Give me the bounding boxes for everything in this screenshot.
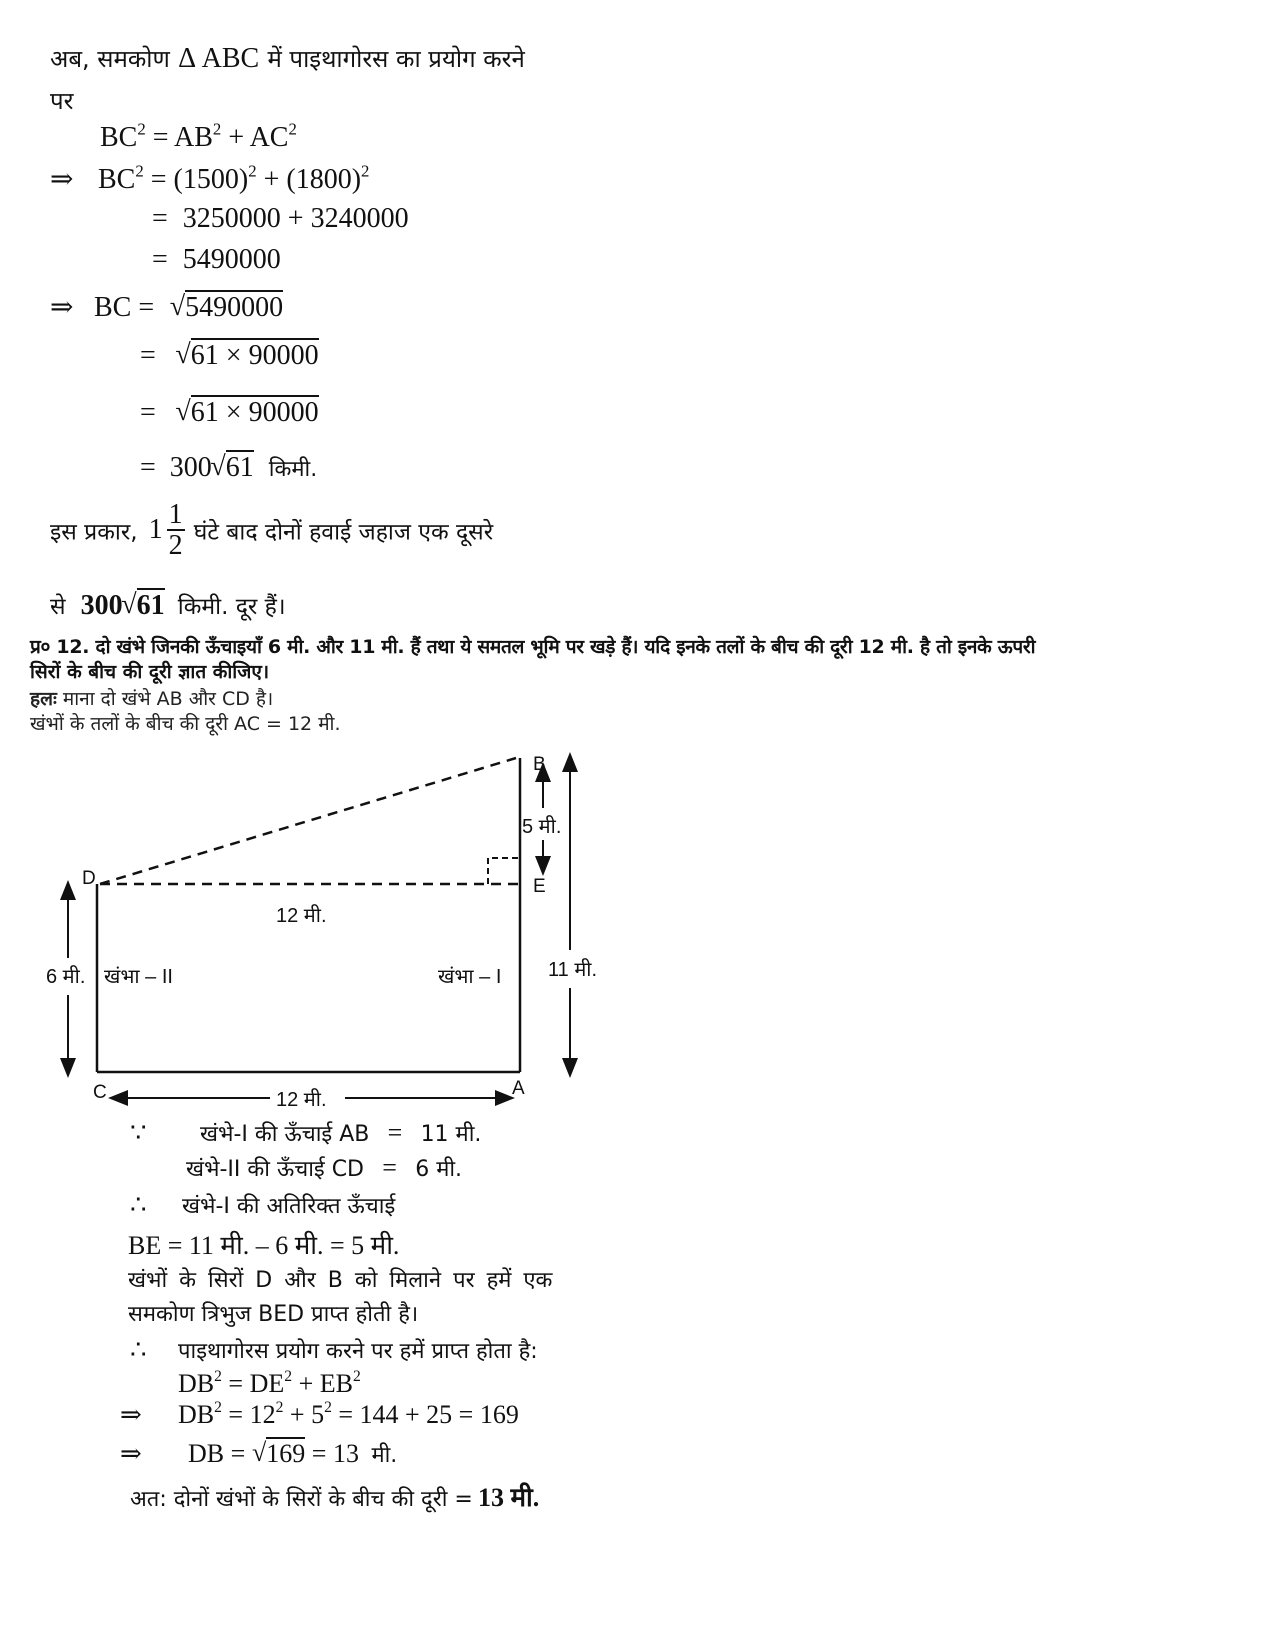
f1-lhs: DB: [178, 1369, 215, 1398]
question-line-2: सिरों के बीच की दूरी ज्ञात कीजिए।: [30, 661, 270, 683]
conclusion-text-d: किमी. दूर हैं।: [177, 594, 286, 620]
line-db-hypotenuse: [100, 758, 516, 884]
eq1-lhs: BC: [100, 122, 138, 153]
question-line-1: प्र० 12. दो खंभे जिनकी ऊँचाइयाँ 6 मी. और 11 मी. हैं तथा ये समतल भूमि पर खड़े हैं। यदि इनके तलों के बीच की दूरी 12 मी. है तो इनके ऊपरी: [30, 636, 1036, 658]
implies-arrow-icon: ⇒: [50, 292, 74, 323]
eq8-coef: 300: [169, 452, 212, 483]
height-ab-label: खंभे-I की ऊँचाई AB: [200, 1122, 370, 1147]
f1-b: EB: [319, 1369, 353, 1398]
join-line-2: समकोण त्रिभुज BED प्राप्त होती है।: [128, 1302, 419, 1327]
eq4-equals: =: [152, 244, 168, 275]
right-angle-marker: [488, 858, 518, 884]
f2-exp: 2: [214, 1399, 222, 1417]
height-ab-value: 11 मी.: [420, 1122, 482, 1147]
eq8-unit: किमी.: [268, 457, 318, 482]
eq6-radicand: 61 × 90000: [190, 340, 319, 371]
eq6-equals: =: [140, 340, 156, 371]
label-de-12m: 12 मी.: [276, 905, 327, 927]
f1-plus: +: [298, 1369, 314, 1398]
since-symbol: ∵: [130, 1118, 147, 1147]
poles-diagram: [0, 0, 660, 1120]
eq8-equals: =: [140, 452, 156, 483]
therefore-symbol-2: ∴: [130, 1335, 147, 1364]
eq1-exp-b: 2: [288, 119, 297, 139]
point-d-label: D: [82, 868, 96, 889]
label-pole-1: खंभा – I: [438, 966, 502, 988]
conclusion-radicand: 61: [136, 590, 165, 621]
extra-height-label: खंभे-I की अतिरिक्त ऊँचाई: [182, 1194, 396, 1219]
height-cd-line: [186, 1153, 462, 1183]
f2-exp-b: 2: [324, 1399, 332, 1417]
eq5-lhs: BC: [94, 292, 132, 323]
solution-intro-line-2: खंभों के तलों के बीच की दूरी AC = 12 मी.: [30, 713, 341, 735]
f3-lhs: DB =: [188, 1439, 246, 1468]
eq2-exp-b: 2: [361, 161, 370, 181]
eq1-exp-a: 2: [212, 119, 222, 139]
solution-label: हलः: [30, 688, 57, 710]
f2-equals: =: [228, 1400, 244, 1429]
f2-a: 12: [249, 1400, 276, 1429]
extra-height-line: [130, 1190, 395, 1220]
eq5-radicand: 5490000: [185, 292, 284, 323]
eq5-equals: =: [138, 292, 155, 323]
triangle-label: Δ ABC: [178, 43, 260, 74]
f2-lhs: DB: [178, 1400, 215, 1429]
eq4-value: 5490000: [182, 244, 281, 275]
label-ca-12m: 12 मी.: [276, 1089, 327, 1111]
intro-text-rest: में पाइथागोरस का प्रयोग करने: [267, 45, 525, 73]
f3-unit: मी.: [371, 1443, 398, 1468]
conclusion-text-c: से: [50, 594, 66, 620]
label-cd-6m: 6 मी.: [46, 966, 86, 988]
solution-text-1: माना दो खंभे AB और CD है।: [62, 688, 274, 710]
height-ab-line: [130, 1118, 481, 1148]
eq3-equals: =: [152, 203, 168, 234]
formula-2: [120, 1400, 519, 1430]
f2-rest: = 144 + 25 = 169: [338, 1400, 519, 1429]
eq3-value: 3250000 + 3240000: [182, 203, 409, 234]
final-answer-text: अत: दोनों खंभों के सिरों के बीच की दूरी =: [130, 1487, 473, 1512]
therefore-symbol: ∴: [130, 1190, 147, 1219]
eq2-plus: +: [263, 164, 280, 195]
f1-exp-a: 2: [284, 1368, 293, 1386]
label-ab-11m: 11 मी.: [548, 959, 598, 981]
final-answer-value: 13 मी.: [477, 1483, 540, 1512]
be-calculation: BE = 11 मी. – 6 मी. = 5 मी.: [128, 1231, 400, 1260]
intro-line-2: पर: [50, 87, 74, 115]
formula-3: [120, 1437, 397, 1469]
eq7-radicand: 61 × 90000: [190, 397, 319, 428]
pythagoras-line: [130, 1335, 538, 1365]
implies-arrow-icon: ⇒: [50, 164, 74, 195]
fraction-numerator: 1: [168, 499, 183, 530]
eq8-radicand: 61: [225, 452, 254, 483]
f1-a: DE: [249, 1369, 285, 1398]
f1-equals: =: [228, 1369, 244, 1398]
eq1-rhs-a: AB: [174, 122, 213, 153]
implies-arrow-icon: ⇒: [120, 1439, 142, 1468]
f3-radicand: 169: [266, 1439, 306, 1468]
height-cd-equals: =: [382, 1153, 397, 1182]
eq1-plus: +: [228, 122, 245, 153]
conclusion-text-a: इस प्रकार,: [50, 519, 138, 546]
f2-plus: +: [289, 1400, 305, 1429]
label-be-5m: 5 मी.: [522, 816, 562, 838]
eq1-exp: 2: [137, 119, 146, 139]
point-b-label: B: [533, 754, 546, 775]
height-ab-equals: =: [387, 1118, 403, 1147]
height-cd-label: खंभे-II की ऊँचाई CD: [186, 1157, 364, 1182]
point-c-label: C: [93, 1082, 107, 1103]
formula-1: [178, 1369, 361, 1399]
f2-b: 5: [311, 1400, 325, 1429]
mixed-whole: 1: [148, 514, 163, 546]
eq2-b: (1800): [286, 164, 362, 195]
implies-arrow-icon: ⇒: [120, 1400, 142, 1429]
eq2-exp-a: 2: [248, 161, 257, 181]
f2-exp-a: 2: [275, 1399, 284, 1417]
final-answer-line: [130, 1478, 539, 1514]
f3-rest: = 13: [311, 1439, 359, 1468]
point-a-label: A: [512, 1078, 525, 1099]
f1-exp-b: 2: [352, 1368, 361, 1386]
point-e-label: E: [533, 876, 546, 897]
eq1-rhs-b: AC: [249, 122, 289, 153]
eq7-equals: =: [140, 397, 156, 428]
height-cd-value: 6 मी.: [415, 1157, 463, 1182]
conclusion-text-b: घंटे बाद दोनों हवाई जहाज एक दूसरे: [193, 519, 494, 546]
eq1-equals: =: [152, 122, 169, 153]
join-line-1: खंभों के सिरों D और B को मिलाने पर हमें एक: [128, 1268, 553, 1293]
eq2-a: (1500): [173, 164, 249, 195]
eq2-lhs: BC: [98, 164, 136, 195]
f1-exp: 2: [214, 1368, 222, 1386]
eq2-exp: 2: [135, 161, 144, 181]
eq2-equals: =: [150, 164, 167, 195]
intro-text: अब, समकोण: [50, 45, 170, 73]
conclusion-coef: 300: [80, 590, 123, 621]
label-pole-2: खंभा – II: [104, 966, 173, 988]
fraction-denominator: 2: [168, 530, 183, 562]
sqrt-169: [253, 1437, 305, 1469]
pythagoras-text: पाइथागोरस प्रयोग करने पर हमें प्राप्त होता है:: [178, 1339, 538, 1364]
